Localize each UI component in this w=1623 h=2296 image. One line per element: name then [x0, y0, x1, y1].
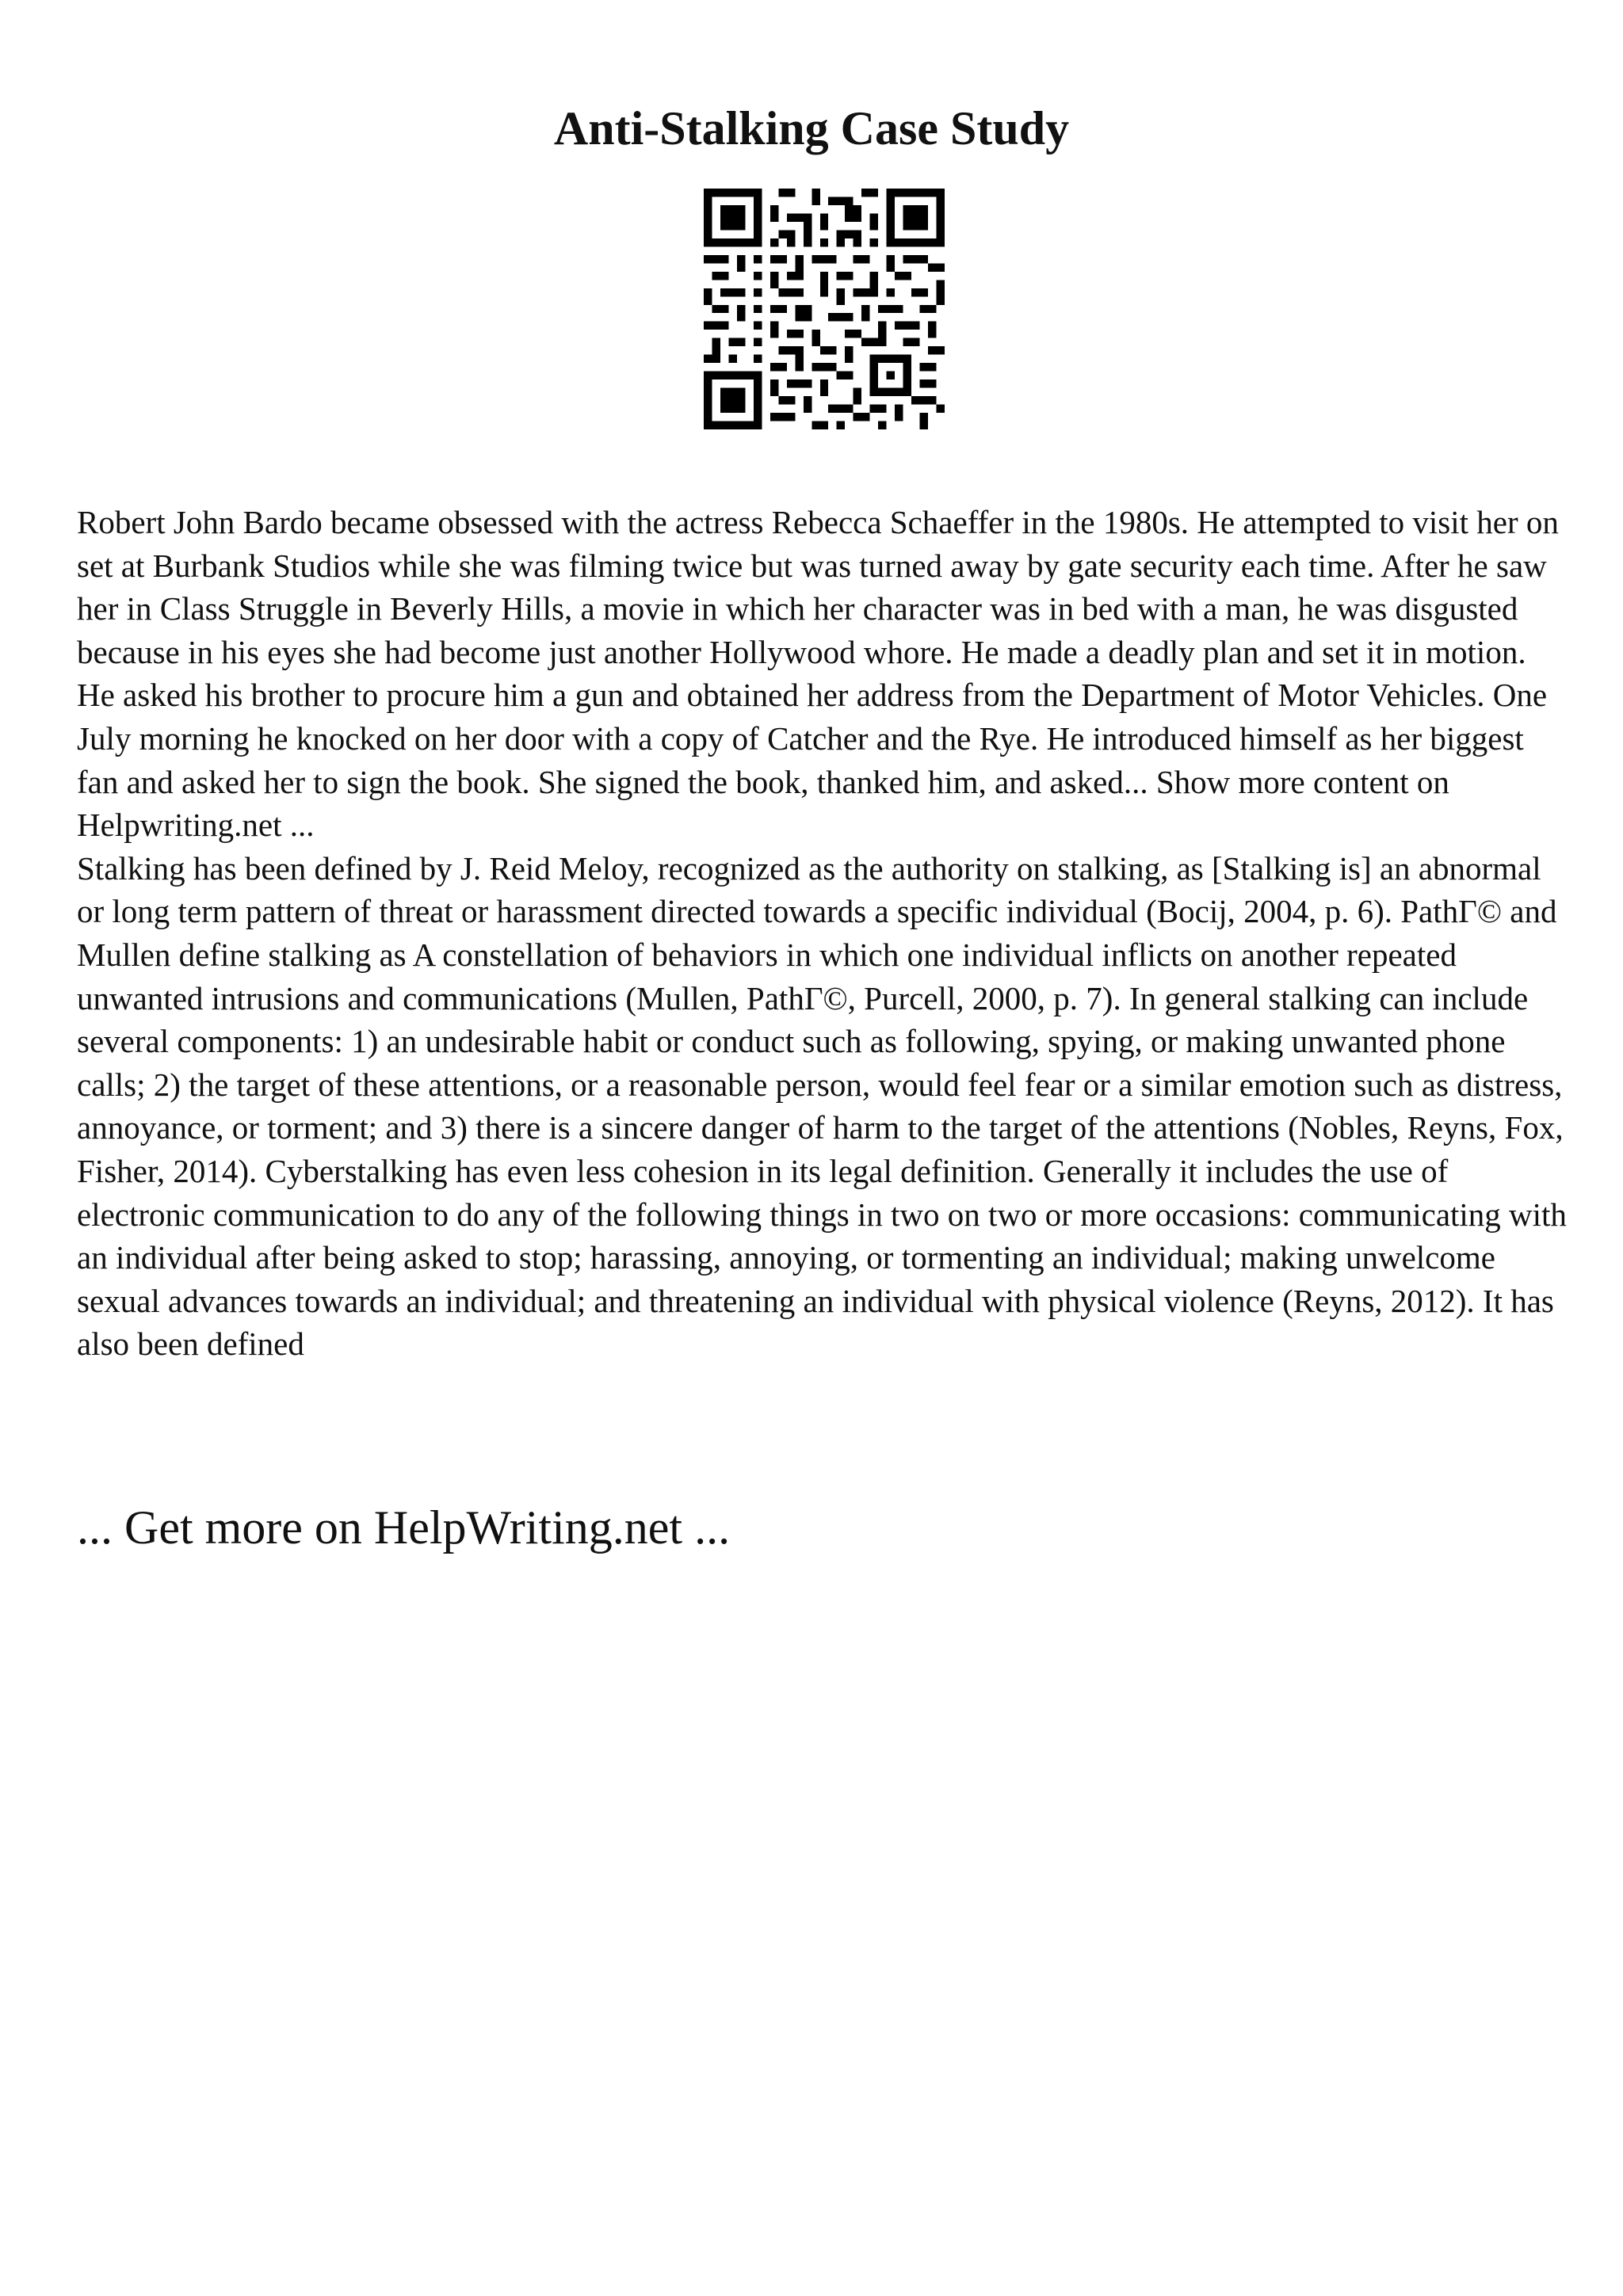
document-title: Anti-Stalking Case Study [553, 102, 1070, 154]
document-body [77, 501, 1567, 1366]
paragraph-2: Stalking has been defined by J. Reid Meloy, recognized as the authority on stalking, as [Stalking is] an abnormal or long term pattern of threat or harassment directed towards a specific individual (Bocij, 2004, p. 6). PathΓ© and Mullen define stalking as A constellation of behaviors in which one individual inflicts on another repeated unwanted intrusions and communications (Mullen, PathΓ©, Purcell, 2000, p. 7). In general stalking can include several components: 1) an undesirable habit or conduct such as following, spying, or making unwanted phone calls; 2) the target of these attentions, or a reasonable person, would feel fear or a similar emotion such as distress, annoyance, or torment; and 3) there is a sincere danger of harm to the target of the attentions (Nobles, Reyns, Fox, Fisher, 2014). Cyberstalking has even less cohesion in its legal definition. Generally it includes the use of electronic communication to do any of the following things in two on two or more occasions: communicating with an individual after being asked to stop; harassing, annoying, or tormenting an individual; making unwelcome sexual advances towards an individual; and threatening an individual with physical violence (Reyns, 2012). It has also been defined [77, 849, 1567, 1363]
paragraph-1: Robert John Bardo became obsessed with the actress Rebecca Schaeffer in the 1980s. He attempted to visit her on set at Burbank Studios while she was filming twice but was turned away by gate security each time. After he saw her in Class Struggle in Beverly Hills, a movie in which her character was in bed with a man, he was disgusted because in his eyes she had become just another Hollywood whore. He made a deadly plan and set it in motion. He asked his brother to procure him a gun and obtained her address from the Department of Motor Vehicles. One July morning he knocked on her door with a copy of Catcher and the Rye. He introduced himself as her biggest fan and asked her to sign the book. She signed the book, thanked him, and asked... Show more content on Helpwriting.net ... [77, 504, 1559, 844]
qr-code-icon [704, 189, 945, 429]
get-more-link[interactable]: ... Get more on HelpWriting.net ... [77, 1501, 731, 1554]
